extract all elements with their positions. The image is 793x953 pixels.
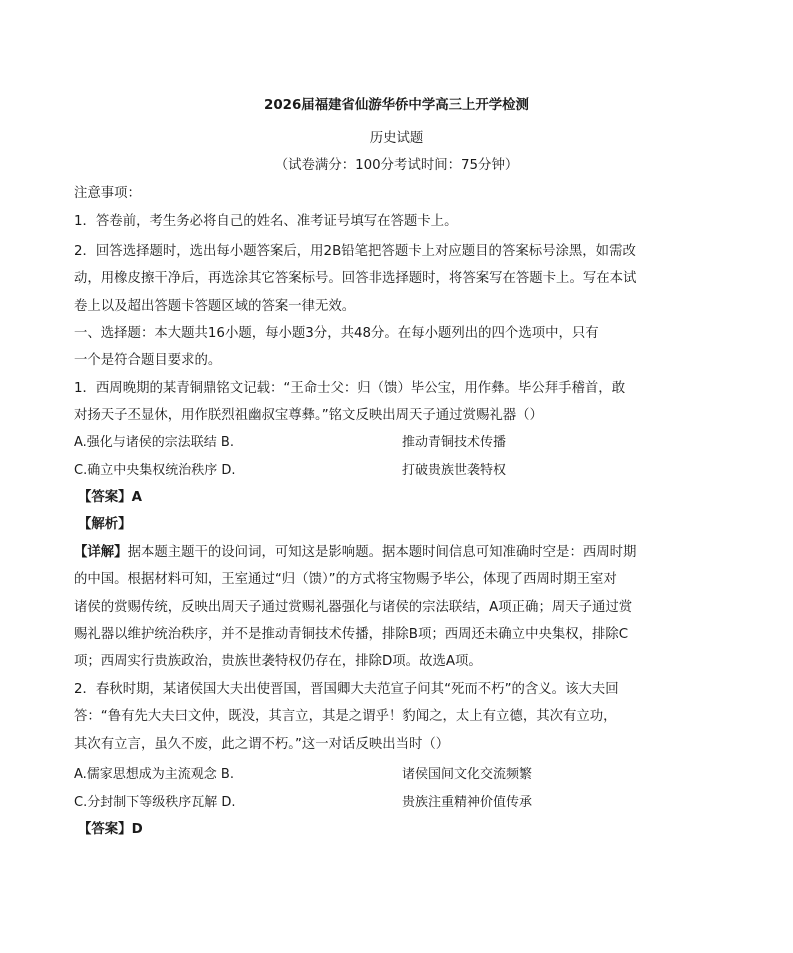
q1-option-a: A.强化与诸侯的宗法联结 B. (74, 435, 234, 450)
q1-stem-line-1: 1．西周晚期的某青铜鼎铭文记载：“王命士父：归（馈）毕公宝，用作彝。毕公拜手稽首，敢 (74, 381, 626, 396)
notes-item-1: 1．答卷前，考生务必将自己的姓名、准考证号填写在答题卡上。 (74, 214, 458, 229)
q1-detail-line-1 (74, 543, 720, 563)
section-heading-line-1: 一、选择题：本大题共16小题，每小题3分，共48分。在每小题列出的四个选项中，只有 (74, 326, 599, 341)
q2-stem-line-2: 答：“鲁有先大夫曰文仲，既没，其言立，其是之谓乎！豹闻之，太上有立德，其次有立功， (74, 709, 617, 724)
q2-option-a: A.儒家思想成为主流观念 B. (74, 767, 234, 782)
q1-option-b: 推动青铜技术传播 (402, 435, 507, 450)
q2-stem-line-1: 2．春秋时期，某诸侯国大夫出使晋国，晋国卿大夫范宣子问其“死而不朽”的含义。该大夫回 (74, 682, 619, 697)
q1-detail-line-5: 项；西周实行贵族政治，贵族世袭特权仍存在，排除D项。故选A项。 (74, 654, 482, 669)
notes-heading: 注意事项： (74, 186, 141, 201)
notes-item-2-line-3: 卷上以及超出答题卡答题区域的答案一律无效。 (74, 299, 356, 314)
q1-answer-value: A (131, 490, 142, 505)
q1-detail-line-4: 赐礼器以维护统治秩序，并不是推动青铜技术传播，排除B项；西周还未确立中央集权，排除C (74, 627, 629, 642)
q2-option-c: C.分封制下等级秩序瓦解 D. (74, 795, 236, 810)
q2-option-b: 诸侯国间文化交流频繁 (402, 767, 533, 782)
notes-item-2-line-1: 2．回答选择题时，选出每小题答案后，用2B铅笔把答题卡上对应题目的答案标号涂黑，如需改 (74, 244, 636, 259)
q1-option-c: C.确立中央集权统治秩序 D. (74, 463, 236, 478)
q1-analysis-label: 【解析】 (78, 517, 132, 532)
q1-stem-line-2: 对扬天子丕显休，用作朕烈祖幽叔宝尊彝。”铭文反映出周天子通过赏赐礼器（） (74, 408, 543, 423)
q2-answer-value: D (131, 822, 143, 837)
q1-detail-text-1: 据本题主题干的设问词，可知这是影响题。据本题时间信息可知准确时空是：西周时期 (127, 545, 637, 560)
q2-answer-label: 【答案】 (78, 822, 132, 837)
q2-stem-line-3: 其次有立言，虽久不废，此之谓不朽。”这一对话反映出当时（） (74, 737, 450, 752)
q1-answer (78, 488, 142, 508)
exam-title: 2026届福建省仙游华侨中学高三上开学检测 (264, 98, 529, 113)
q1-analysis (78, 515, 132, 535)
exam-meta: （试卷满分：100分考试时间：75分钟） (274, 158, 519, 173)
section-heading-line-2: 一个是符合题目要求的。 (74, 353, 222, 368)
q1-answer-label: 【答案】 (78, 490, 132, 505)
q1-detail-label: 【详解】 (74, 545, 128, 560)
q1-detail-line-3: 诸侯的赏赐传统，反映出周天子通过赏赐礼器强化与诸侯的宗法联结，A项正确；周天子通过赏 (74, 600, 633, 615)
notes-item-2-line-2: 动，用橡皮擦干净后，再选涂其它答案标号。回答非选择题时，将答案写在答题卡上。写在本试 (74, 271, 637, 286)
q2-option-d: 贵族注重精神价值传承 (402, 795, 533, 810)
exam-subject: 历史试题 (369, 131, 424, 146)
q2-answer (78, 820, 143, 840)
q1-option-d: 打破贵族世袭特权 (402, 463, 507, 478)
q1-detail-line-2: 的中国。根据材料可知，王室通过“归（馈）”的方式将宝物赐予毕公，体现了西周时期王室对 (74, 572, 617, 587)
